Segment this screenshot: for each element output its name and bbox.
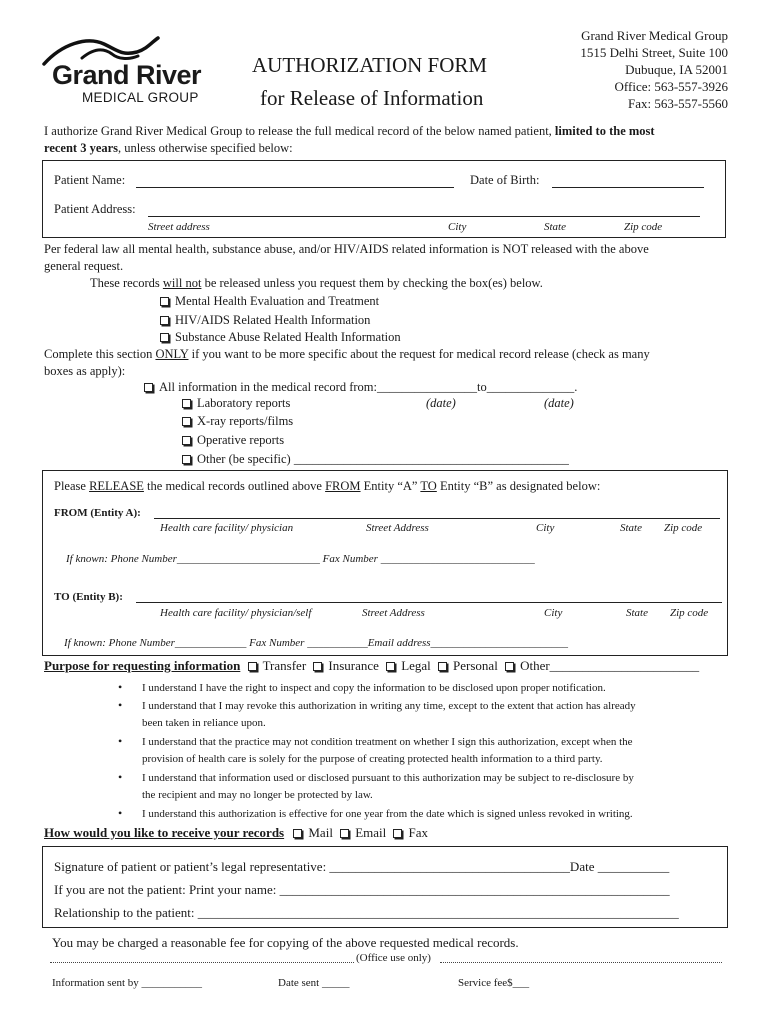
form-subtitle: for Release of Information xyxy=(260,86,484,110)
option-label: Other_______________________ xyxy=(520,658,700,673)
to-entity-label: TO (Entity B): xyxy=(54,591,123,603)
release-text-emphasis: TO xyxy=(420,479,437,493)
to-state-caption: State xyxy=(626,607,648,619)
federal-law-text-2: general request. xyxy=(44,259,124,273)
org-address xyxy=(580,27,728,112)
specific-section-text xyxy=(44,347,650,362)
org-address-line: 1515 Delhi Street, Suite 100 xyxy=(580,45,728,60)
purpose-row xyxy=(44,658,699,674)
checkbox[interactable] xyxy=(182,436,191,445)
date-sent: Date sent _____ xyxy=(278,977,350,989)
option-label: Mental Health Evaluation and Treatment xyxy=(175,294,380,308)
release-instruction xyxy=(54,479,600,494)
intro-bold-part: limited to the most xyxy=(554,124,655,138)
to-entity-field[interactable] xyxy=(136,602,722,603)
from-city-caption: City xyxy=(536,522,555,534)
bullet-dot: • xyxy=(118,698,123,712)
org-address-line: Fax: 563-557-5560 xyxy=(627,96,728,111)
federal-law-text: Per federal law all mental health, substance abuse, and/or HIV/AIDS related information is NOT released with the above xyxy=(44,242,649,256)
checkbox[interactable] xyxy=(393,829,402,838)
logo-subtitle: MEDICAL GROUP xyxy=(82,90,199,105)
purpose-other[interactable] xyxy=(505,658,699,673)
city-caption: City xyxy=(448,221,467,233)
dob-field[interactable] xyxy=(552,187,704,188)
option-other[interactable] xyxy=(182,452,569,467)
fee-notice: You may be charged a reasonable fee for copying of the above requested medical records. xyxy=(52,935,519,950)
option-label: Laboratory reports xyxy=(197,396,291,410)
specific-text-emphasis: ONLY xyxy=(155,347,189,361)
bullet-text: I understand that I may revoke this authorization in writing any time, except to the extent that action has already xyxy=(142,700,636,712)
option-mental-health[interactable] xyxy=(160,294,379,309)
option-label: Transfer xyxy=(262,658,307,673)
to-street-caption: Street Address xyxy=(362,607,425,619)
patient-address-label: Patient Address: xyxy=(54,202,136,216)
option-label: Insurance xyxy=(328,658,379,673)
bullet-text: I understand this authorization is effective for one year from the date which is signed unless revoked in writing. xyxy=(142,808,633,820)
from-entity-field[interactable] xyxy=(154,518,720,519)
to-zip-caption: Zip code xyxy=(670,607,709,619)
option-lab-reports[interactable] xyxy=(182,396,290,411)
receive-mail[interactable] xyxy=(293,825,333,840)
bullet-text: provision of health care is solely for the purpose of creating protected health information to a third party. xyxy=(142,753,603,765)
purpose-legal[interactable] xyxy=(386,658,431,673)
option-label: Other (be specific) ____________________________________________ xyxy=(197,452,569,466)
release-text-emphasis: FROM xyxy=(325,479,361,493)
option-label: Mail xyxy=(308,825,333,840)
to-phone-fax-email: If known: Phone Number_____________ Fax Number ___________Email address_________________________ xyxy=(64,637,569,649)
receive-email[interactable] xyxy=(340,825,386,840)
office-divider-right xyxy=(440,962,722,963)
records-notice-part: These records xyxy=(90,276,163,290)
from-state-caption: State xyxy=(620,522,642,534)
to-facility-caption: Health care facility/ physician/self xyxy=(160,607,312,619)
intro-text-part: I authorize Grand River Medical Group to release the full medical record of the below named patient, xyxy=(44,124,555,138)
patient-name-label: Patient Name: xyxy=(54,173,126,187)
org-address-line: Dubuque, IA 52001 xyxy=(625,62,728,77)
form-title: AUTHORIZATION FORM xyxy=(252,53,488,77)
purpose-transfer[interactable] xyxy=(248,658,307,673)
release-text-part: Please xyxy=(54,479,90,493)
bullet-text: the recipient and may no longer be protected by law. xyxy=(142,789,373,801)
checkbox[interactable] xyxy=(144,383,153,392)
bullet-text: I understand I have the right to inspect and copy the information to be disclosed upon proper notification. xyxy=(142,682,606,694)
checkbox[interactable] xyxy=(248,662,257,671)
dob-label: Date of Birth: xyxy=(470,173,540,187)
records-notice-part: be released unless you request them by checking the box(es) below. xyxy=(201,276,543,290)
bullet-item xyxy=(142,698,636,732)
zip-caption: Zip code xyxy=(624,221,663,233)
info-sent-by: Information sent by ___________ xyxy=(52,977,203,989)
release-text-part: Entity “A” xyxy=(360,479,421,493)
checkbox[interactable] xyxy=(438,662,447,671)
checkbox[interactable] xyxy=(386,662,395,671)
option-substance-abuse[interactable] xyxy=(160,330,401,345)
from-facility-caption: Health care facility/ physician xyxy=(160,522,294,534)
purpose-personal[interactable] xyxy=(438,658,498,673)
intro-bold-part: recent 3 years xyxy=(44,141,119,155)
logo-name: Grand River xyxy=(52,60,202,90)
to-city-caption: City xyxy=(544,607,563,619)
release-text-part: the medical records outlined above xyxy=(143,479,326,493)
checkbox[interactable] xyxy=(160,297,169,306)
bullet-text: I understand that information used or disclosed pursuant to this authorization may be subject to re-disclosure by xyxy=(142,772,634,784)
signature-field[interactable]: Signature of patient or patient’s legal representative: _____________________________________Date ___________ xyxy=(54,859,670,874)
specific-section-text-2: boxes as apply): xyxy=(44,364,126,378)
street-address-caption: Street address xyxy=(148,221,210,233)
office-use-label: (Office use only) xyxy=(356,952,431,964)
checkbox[interactable] xyxy=(313,662,322,671)
specific-text-part: if you want to be more specific about the request for medical record release (check as many xyxy=(188,347,650,361)
option-label: Substance Abuse Related Health Information xyxy=(175,330,401,344)
state-caption: State xyxy=(544,221,566,233)
option-label: Email xyxy=(355,825,387,840)
date-caption-to: (date) xyxy=(544,396,574,410)
bullet-dot: • xyxy=(118,680,123,694)
relationship-field[interactable]: Relationship to the patient: __________________________________________________________________________ xyxy=(54,905,679,920)
checkbox[interactable] xyxy=(160,316,169,325)
bullet-item xyxy=(142,806,633,823)
org-address-line: Office: 563-557-3926 xyxy=(614,79,728,94)
option-hiv-aids[interactable] xyxy=(160,313,370,328)
option-operative[interactable] xyxy=(182,433,284,448)
logo xyxy=(40,34,210,110)
checkbox[interactable] xyxy=(182,455,191,464)
checkbox[interactable] xyxy=(182,417,191,426)
print-name-field[interactable]: If you are not the patient: Print your name: ____________________________________________________________ xyxy=(54,882,670,897)
bullet-item xyxy=(142,680,606,697)
from-zip-caption: Zip code xyxy=(664,522,703,534)
option-label: HIV/AIDS Related Health Information xyxy=(175,313,371,327)
release-text-emphasis: RELEASE xyxy=(89,479,144,493)
office-divider-left xyxy=(50,962,354,963)
option-label: X-ray reports/films xyxy=(197,414,294,428)
receive-row xyxy=(44,825,428,841)
records-notice-emphasis: will not xyxy=(162,276,202,290)
patient-address-field[interactable] xyxy=(148,216,700,217)
bullet-text: I understand that the practice may not condition treatment on whether I sign this authorization, except when the xyxy=(142,736,633,748)
option-xray[interactable] xyxy=(182,414,293,429)
org-address-line: Grand River Medical Group xyxy=(581,28,728,43)
from-street-caption: Street Address xyxy=(366,522,429,534)
bullet-dot: • xyxy=(118,806,123,820)
intro-text-part: , unless otherwise specified below: xyxy=(118,141,293,155)
option-label: Legal xyxy=(401,658,431,673)
option-label: All information in the medical record from:________________to______________. xyxy=(159,380,578,394)
option-all-info[interactable] xyxy=(144,380,577,395)
purpose-insurance[interactable] xyxy=(313,658,379,673)
option-label: Fax xyxy=(408,825,428,840)
bullet-item xyxy=(142,770,634,804)
receive-label: How would you like to receive your records xyxy=(44,825,285,840)
bullet-dot: • xyxy=(118,734,123,748)
option-label: Operative reports xyxy=(197,433,285,447)
bullet-text: been taken in reliance upon. xyxy=(142,717,266,729)
from-entity-label: FROM (Entity A): xyxy=(54,507,141,519)
bullet-item xyxy=(142,734,633,768)
bullet-dot: • xyxy=(118,770,123,784)
release-text-part: Entity “B” as designated below: xyxy=(436,479,601,493)
receive-fax[interactable] xyxy=(393,825,428,840)
checkbox[interactable] xyxy=(505,662,514,671)
checkbox[interactable] xyxy=(160,333,169,342)
checkbox[interactable] xyxy=(182,399,191,408)
checkbox[interactable] xyxy=(293,829,302,838)
service-fee: Service fee$___ xyxy=(458,977,530,989)
date-caption-from: (date) xyxy=(426,396,456,410)
patient-name-field[interactable] xyxy=(136,187,454,188)
checkbox[interactable] xyxy=(340,829,349,838)
from-phone-fax: If known: Phone Number__________________________ Fax Number ____________________________ xyxy=(66,553,535,565)
specific-text-part: Complete this section xyxy=(44,347,156,361)
purpose-label: Purpose for requesting information xyxy=(44,658,241,673)
intro-text xyxy=(44,123,734,157)
option-label: Personal xyxy=(453,658,498,673)
records-notice xyxy=(90,276,543,291)
